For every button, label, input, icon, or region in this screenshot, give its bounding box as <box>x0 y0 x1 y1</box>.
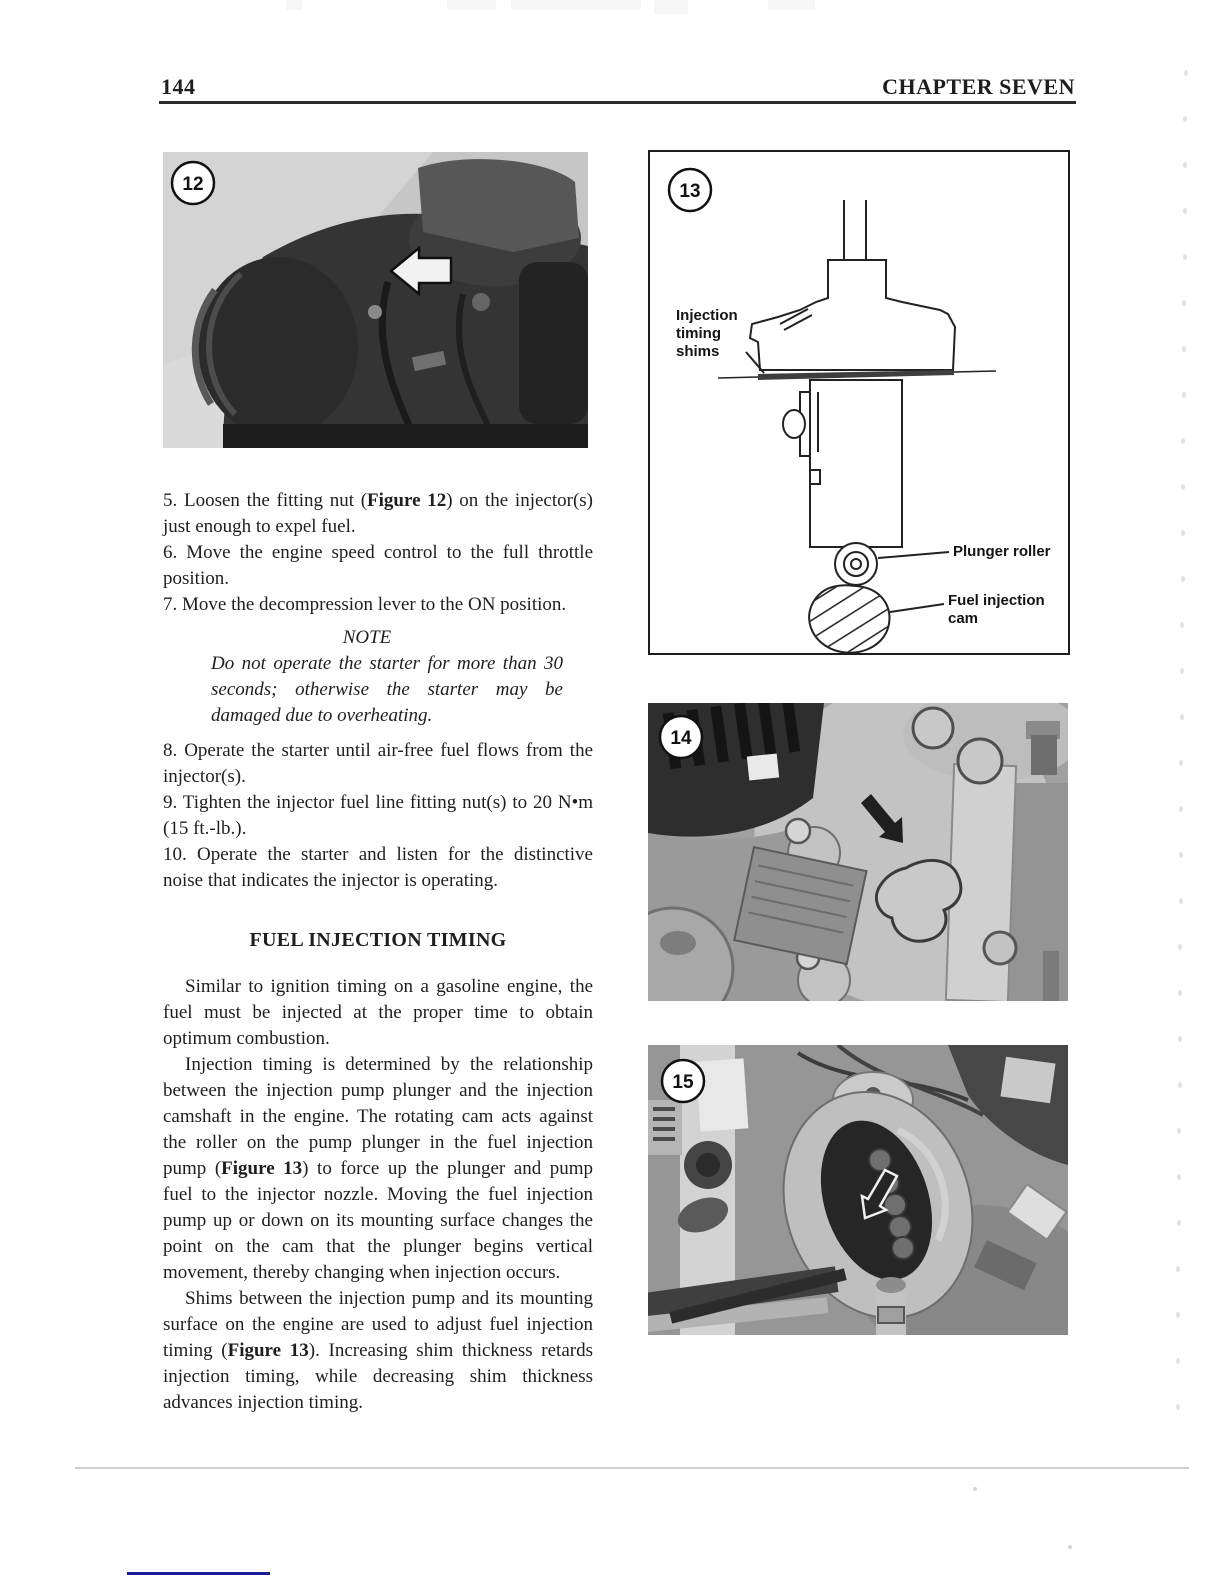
paragraph-1: Similar to ignition timing on a gasoline engine, the fuel must be injected at the proper time to obtain optimum combustion. <box>163 976 593 1049</box>
scan-artifact <box>1068 1545 1072 1549</box>
engine-photo-illustration <box>648 703 1068 1001</box>
paragraph-2: Injection timing is determined by the relationship between the injection pump plunger and the injection camshaft in the engine. The rotating cam acts against the roller on the pump plunger in the fuel injection pump (Figure 13) to force up the plunger and pump fuel to the injector nozzle. Moving the fuel injection pump up or down on its mounting surface changes the point on the cam that the plunger begins vertical movement, thereby changing when injection occurs. <box>163 1054 594 1283</box>
figure-number: 14 <box>670 728 692 749</box>
scan-fold-line <box>75 1467 1189 1469</box>
body-text <box>163 488 593 1416</box>
step-7: 7. Move the decompression lever to the ON position. <box>163 594 567 615</box>
note-block <box>211 625 563 729</box>
figure-number: 13 <box>679 181 701 202</box>
chapter-title: CHAPTER SEVEN <box>882 74 1075 99</box>
note-text: Do not operate the starter for more than 30 seconds; otherwise the starter may be damaged due to overheating. <box>211 653 563 726</box>
header-rule <box>159 101 1076 104</box>
scan-artifact-bar <box>654 0 688 14</box>
label-plunger-roller: Plunger roller <box>953 543 1051 560</box>
figure-15-photo <box>648 1045 1068 1335</box>
label-fuel-injection-cam: Fuel injection cam <box>948 592 1045 627</box>
scan-artifact-bar <box>286 0 302 10</box>
figure-12-photo <box>163 152 588 448</box>
scan-artifact-bar <box>447 0 496 10</box>
step-8: 8. Operate the starter until air-free fuel flows from the injector(s). <box>163 740 593 787</box>
figure-14-photo <box>648 703 1068 1001</box>
page-number: 144 <box>161 74 196 99</box>
step-5: 5. Loosen the fitting nut (Figure 12) on the injector(s) just enough to expel fuel. <box>163 490 593 537</box>
engine-photo-illustration <box>163 152 588 448</box>
injection-pump-diagram <box>650 152 1068 653</box>
engine-photo-illustration <box>648 1045 1068 1335</box>
scan-artifact-bar <box>768 0 815 10</box>
scan-artifact-bar <box>511 0 641 10</box>
step-6: 6. Move the engine speed control to the full throttle position. <box>163 542 593 589</box>
scan-artifact <box>973 1487 977 1491</box>
note-label: NOTE <box>342 627 392 648</box>
figure-number: 15 <box>672 1072 694 1093</box>
paragraph-3: Shims between the injection pump and its mounting surface on the engine are used to adjust fuel injection timing (Figure 13). Increasing shim thickness retards injection timing, while decreasing shim thickness advances injection timing. <box>163 1288 593 1413</box>
footer-link-underline[interactable] <box>127 1572 270 1575</box>
step-9: 9. Tighten the injector fuel line fitting nut(s) to 20 N•m (15 ft.-lb.). <box>163 792 593 839</box>
figure-number: 12 <box>182 174 204 195</box>
section-heading: FUEL INJECTION TIMING <box>249 929 507 951</box>
label-injection-timing-shims: Injection timing shims <box>676 307 738 360</box>
step-10: 10. Operate the starter and listen for the distinctive noise that indicates the injector is operating. <box>163 844 593 891</box>
figure-13-diagram <box>648 150 1070 655</box>
